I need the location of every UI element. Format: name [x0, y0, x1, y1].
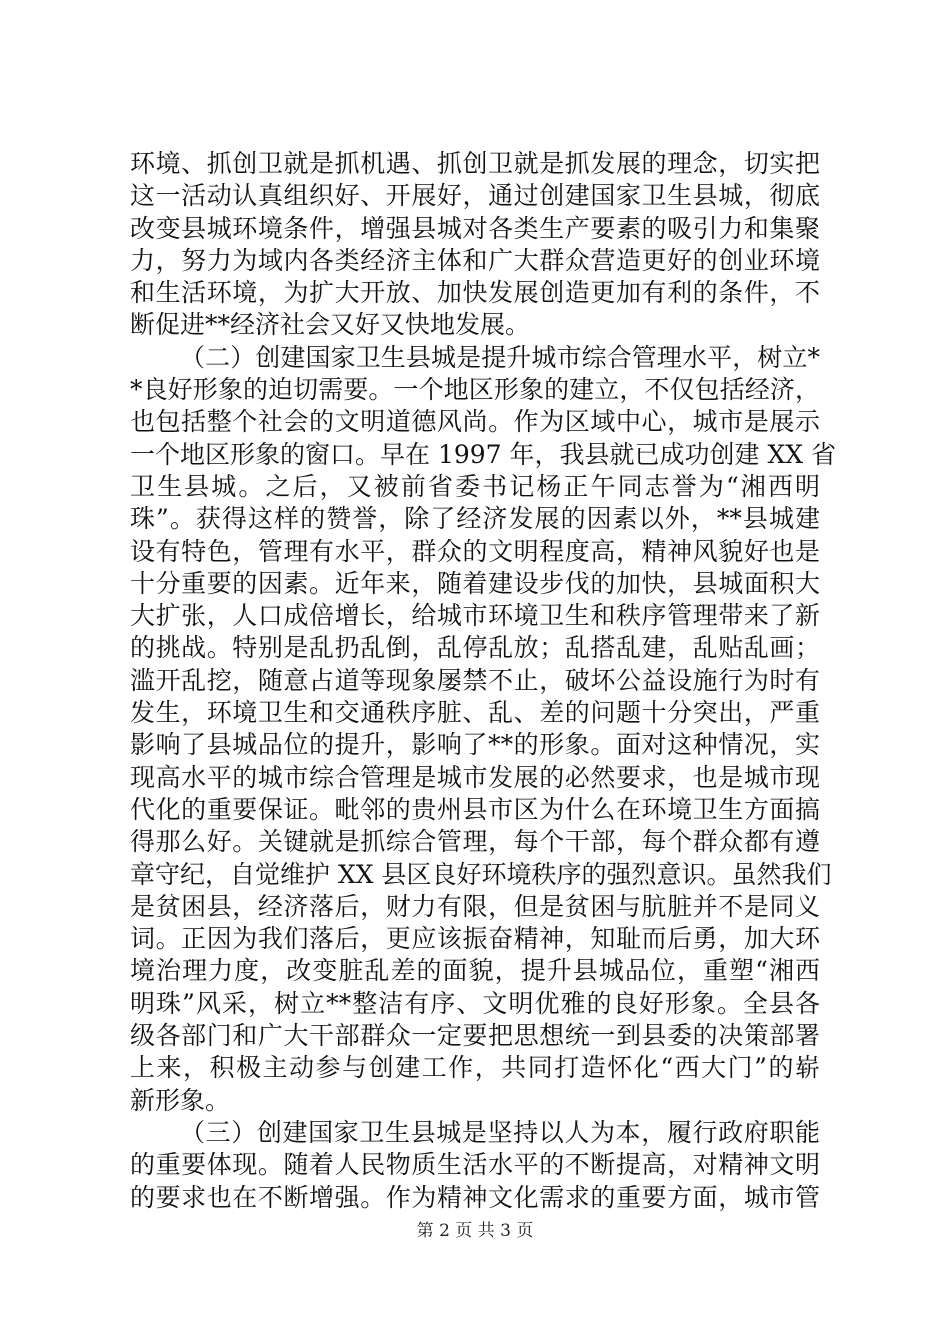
text-line: 得那么好。关键就是抓综合管理，每个干部，每个群众都有遵 — [130, 827, 820, 857]
text-line: 力，努力为域内各类经济主体和广大群众营造更好的创业环境 — [130, 245, 820, 275]
text-line: 一个地区形象的窗口。早在 1997 年，我县就已成功创建 XX 省 — [130, 439, 837, 469]
text-line: 现高水平的城市综合管理是城市发展的必然要求，也是城市现 — [130, 762, 820, 792]
text-line: *良好形象的迫切需要。一个地区形象的建立，不仅包括经济， — [130, 375, 820, 405]
text-line: 明珠”风采，树立**整洁有序、文明优雅的良好形象。全县各 — [130, 988, 820, 1018]
text-line: 上来，积极主动参与创建工作，共同打造怀化“西大门”的崭 — [130, 1053, 820, 1083]
text-line: 滥开乱挖，随意占道等现象屡禁不止，破坏公益设施行为时有 — [130, 665, 820, 695]
text-line: 断促进**经济社会又好又快地发展。 — [130, 310, 531, 340]
text-line: 发生，环境卫生和交通秩序脏、乱、差的问题十分突出，严重 — [130, 698, 820, 728]
text-line: 词。正因为我们落后，更应该振奋精神，知耻而后勇，加大环 — [130, 924, 820, 954]
text-line: （二）创建国家卫生县城是提升城市综合管理水平，树立* — [180, 342, 820, 372]
text-line: 也包括整个社会的文明道德风尚。作为区域中心，城市是展示 — [130, 407, 820, 437]
text-line: 的挑战。特别是乱扔乱倒，乱停乱放；乱搭乱建，乱贴乱画； — [130, 633, 820, 663]
text-line: 卫生县城。之后，又被前省委书记杨正午同志誉为“湘西明 — [130, 471, 820, 501]
text-line: 和生活环境，为扩大开放、加快发展创造更加有利的条件，不 — [130, 278, 820, 308]
text-line: 设有特色，管理有水平，群众的文明程度高，精神风貌好也是 — [130, 536, 820, 566]
text-line: 环境、抓创卫就是抓机遇、抓创卫就是抓发展的理念，切实把 — [130, 149, 820, 178]
text-line: 代化的重要保证。毗邻的贵州县市区为什么在环境卫生方面搞 — [130, 794, 820, 824]
text-line: 级各部门和广大干部群众一定要把思想统一到县委的决策部署 — [130, 1021, 820, 1051]
text-line: 章守纪，自觉维护 XX 县区良好环境秩序的强烈意识。虽然我们 — [130, 859, 832, 889]
text-line: 这一活动认真组织好、开展好，通过创建国家卫生县城，彻底 — [130, 181, 820, 211]
text-line: 影响了县城品位的提升，影响了**的形象。面对这种情况，实 — [130, 730, 820, 760]
text-line: 十分重要的因素。近年来，随着建设步伐的加快，县城面积大 — [130, 568, 820, 598]
text-line: 新形象。 — [130, 1085, 231, 1115]
text-line: 的重要体现。随着人民物质生活水平的不断提高，对精神文明 — [130, 1150, 820, 1180]
text-line: 珠”。获得这样的赞誉，除了经济发展的因素以外，**县城建 — [130, 504, 820, 534]
text-line: 改变县城环境条件，增强县城对各类生产要素的吸引力和集聚 — [130, 213, 820, 243]
body-text — [130, 148, 837, 1214]
text-line: 境治理力度，改变脏乱差的面貌，提升县城品位，重塑“湘西 — [130, 956, 820, 986]
text-line: 是贫困县，经济落后，财力有限，但是贫困与肮脏并不是同义 — [130, 891, 820, 921]
page-footer: 第 2 页 共 3 页 — [416, 1221, 534, 1241]
text-line: 大扩张，人口成倍增长，给城市环境卫生和秩序管理带来了新 — [130, 601, 820, 631]
text-line: （三）创建国家卫生县城是坚持以人为本，履行政府职能 — [180, 1117, 820, 1147]
text-line: 的要求也在不断增强。作为精神文化需求的重要方面，城市管 — [130, 1182, 820, 1212]
